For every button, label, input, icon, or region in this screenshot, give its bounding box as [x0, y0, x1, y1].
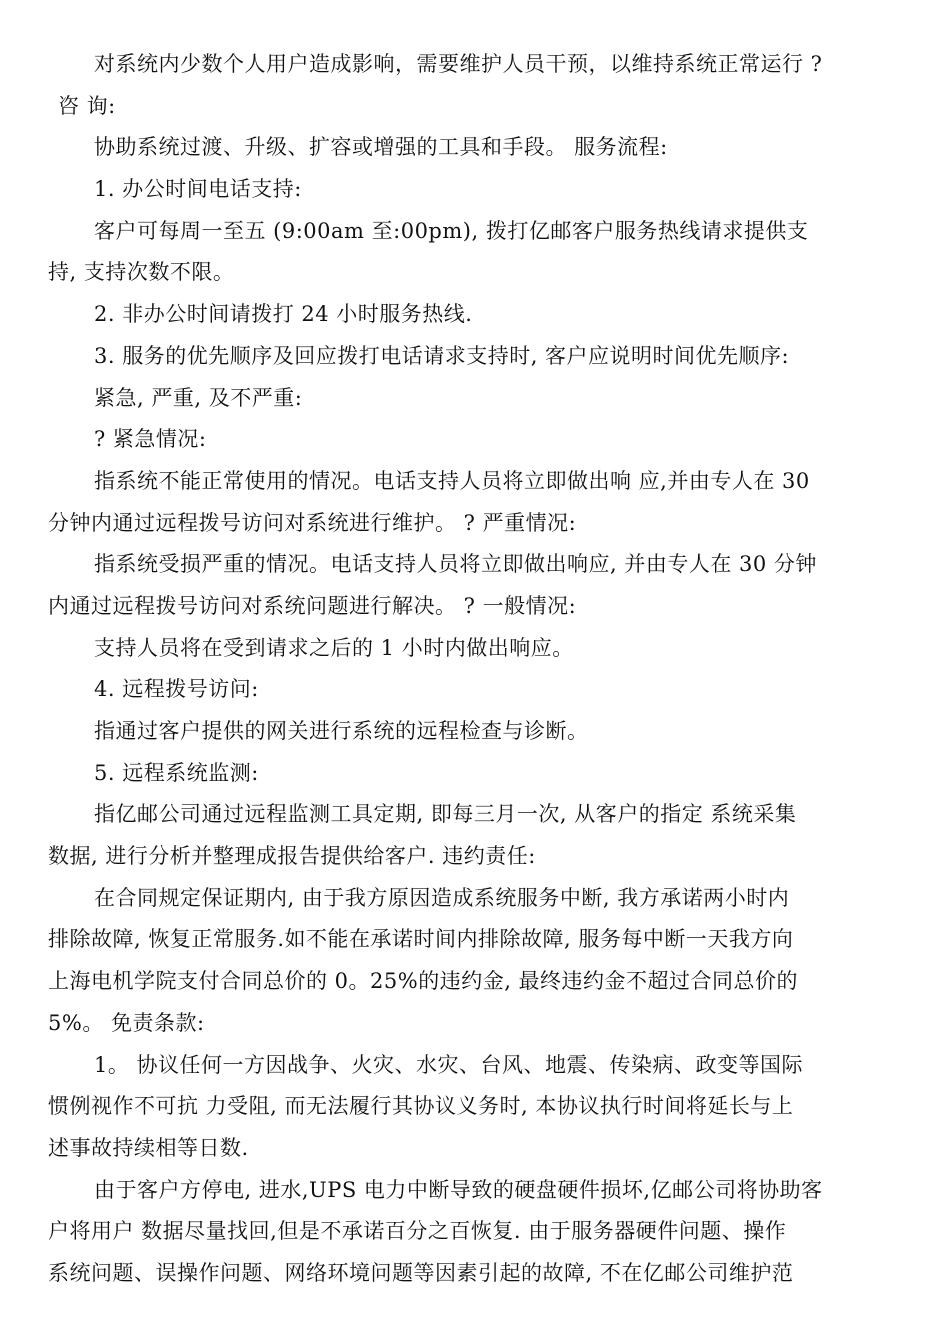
- paragraph-line: 指系统不能正常使用的情况。电话支持人员将立即做出响 应,并由专人在 30: [94, 468, 810, 493]
- list-item-heading: 3. 服务的优先顺序及回应拨打电话请求支持时, 客户应说明时间优先顺序:: [94, 343, 790, 368]
- paragraph-line: 上海电机学院支付合同总价的 0。25%的违约金, 最终违约金不超过合同总价的: [48, 969, 799, 994]
- paragraph-line: 持, 支持次数不限。: [48, 260, 235, 285]
- paragraph-line: 排除故障, 恢复正常服务.如不能在承诺时间内排除故障, 服务每中断一天我方向: [48, 927, 794, 952]
- section-heading: 咨 询:: [58, 93, 116, 118]
- paragraph-line: 紧急, 严重, 及不严重:: [94, 385, 303, 410]
- paragraph-line: 在合同规定保证期内, 由于我方原因造成系统服务中断, 我方承诺两小时内: [94, 885, 790, 910]
- list-item-heading: 1. 办公时间电话支持:: [94, 177, 302, 202]
- paragraph-line: 惯例视作不可抗 力受阻, 而无法履行其协议义务时, 本协议执行时间将延长与上: [48, 1094, 794, 1119]
- paragraph-line: 由于客户方停电, 进水,UPS 电力中断导致的硬盘硬件损坏,亿邮公司将协助客: [94, 1177, 823, 1202]
- paragraph-line: 户将用户 数据尽量找回,但是不承诺百分之百恢复. 由于服务器硬件问题、操作: [48, 1219, 787, 1244]
- paragraph-line: 协助系统过渡、升级、扩容或增强的工具和手段。 服务流程:: [94, 135, 668, 160]
- paragraph-line: 支持人员将在受到请求之后的 1 小时内做出响应。: [94, 635, 574, 660]
- paragraph-line: 数据, 进行分析并整理成报告提供给客户. 违约责任:: [48, 844, 536, 869]
- paragraph-line: 系统问题、误操作问题、网络环境问题等因素引起的故障, 不在亿邮公司维护范: [48, 1260, 794, 1285]
- paragraph-line: 客户可每周一至五 (9:00am 至:00pm), 拨打亿邮客户服务热线请求提供支: [94, 218, 809, 243]
- paragraph-line: 述事故持续相等日数.: [48, 1135, 249, 1160]
- list-item-heading: 2. 非办公时间请拨打 24 小时服务热线.: [94, 302, 473, 327]
- list-item-heading: 4. 远程拨号访问:: [94, 677, 259, 702]
- paragraph-line: 对系统内少数个人用户造成影响，需要维护人员干预，以维持系统正常运行 ?: [94, 52, 823, 76]
- paragraph-line: 内通过远程拨号访问对系统问题进行解决。 ? 一般情况:: [48, 593, 577, 618]
- paragraph-line: 分钟内通过远程拨号访问对系统进行维护。 ? 严重情况:: [48, 510, 577, 535]
- bullet-heading: ? 紧急情况:: [94, 427, 207, 452]
- paragraph-line: 5%。 免责条款:: [48, 1010, 205, 1035]
- paragraph-line: 指通过客户提供的网关进行系统的远程检查与诊断。: [94, 719, 589, 743]
- paragraph-line: 指系统受损严重的情况。电话支持人员将立即做出响应, 并由专人在 30 分钟: [94, 552, 817, 577]
- list-item-heading: 1。 协议任何一方因战争、火灾、水灾、台风、地震、传染病、政变等国际: [94, 1052, 804, 1077]
- paragraph-line: 指亿邮公司通过远程监测工具定期, 即每三月一次, 从客户的指定 系统采集: [94, 802, 797, 827]
- document-page: [48, 44, 908, 1295]
- list-item-heading: 5. 远程系统监测:: [94, 760, 259, 785]
